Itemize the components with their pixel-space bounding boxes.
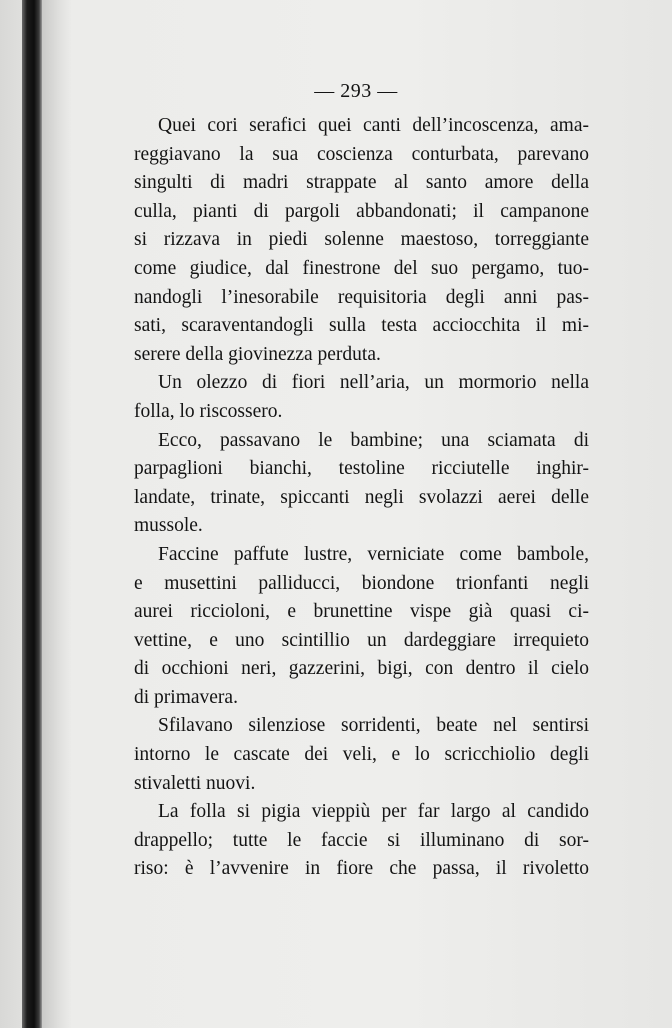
body-text	[134, 112, 589, 884]
text-line: serere della giovinezza perduta.	[134, 343, 381, 365]
paragraph	[134, 112, 589, 369]
text-line: di occhioni neri, gazzerini, bigi, con dentro il cielo	[134, 658, 589, 680]
text-line: folla, lo riscossero.	[134, 400, 283, 422]
text-line: stivaletti nuovi.	[134, 772, 256, 794]
text-line: La folla si pigia vieppiù per far largo al candido	[158, 801, 589, 823]
paragraph	[134, 798, 589, 884]
text-line: Ecco, passavano le bambine; una sciamata di	[158, 429, 589, 451]
paragraph	[134, 712, 589, 798]
text-line: culla, pianti di pargoli abbandonati; il campanone	[134, 200, 589, 222]
text-line: intorno le cascate dei veli, e lo scricchiolio degli	[134, 744, 589, 766]
text-line: riso: è l’avvenire in fiore che passa, il rivoletto	[134, 858, 589, 880]
text-line: singulti di madri strappate al santo amore della	[134, 172, 589, 194]
text-line: come giudice, dal finestrone del suo pergamo, tuo-	[134, 257, 589, 279]
text-line: Un olezzo di fiori nell’aria, un mormorio nella	[158, 372, 589, 394]
text-line: parpaglioni bianchi, testoline ricciutelle inghir-	[134, 458, 589, 480]
text-line: si rizzava in piedi solenne maestoso, torreggiante	[134, 229, 589, 251]
paragraph	[134, 369, 589, 426]
gutter-shadow	[42, 0, 72, 1028]
text-line: Quei cori serafici quei canti dell’incoscenza, ama-	[158, 115, 589, 136]
text-line: di primavera.	[134, 686, 238, 708]
page-number: — 293 —	[314, 80, 398, 102]
text-line: landate, trinate, spiccanti negli svolazzi aerei delle	[134, 486, 589, 508]
text-line: vettine, e uno scintillio un dardeggiare irrequieto	[134, 629, 589, 651]
text-line: drappello; tutte le faccie si illuminano di sor-	[134, 829, 589, 851]
text-line: e musettini palliducci, biondone trionfanti negli	[134, 572, 589, 594]
text-line: mussole.	[134, 515, 203, 537]
text-line: Sfilavano silenziose sorridenti, beate nel sentirsi	[158, 715, 589, 737]
text-line: nandogli l’inesorabile requisitoria degli anni pas-	[134, 286, 589, 308]
book-binding-edge	[22, 0, 42, 1028]
text-line: reggiavano la sua coscienza conturbata, parevano	[134, 143, 589, 165]
text-line: sati, scaraventandogli sulla testa acciocchita il mi-	[134, 315, 589, 337]
text-line: Faccine paffute lustre, verniciate come bambole,	[158, 543, 589, 565]
paragraph	[134, 427, 589, 541]
text-line: aurei riccioloni, e brunettine vispe già quasi ci-	[134, 601, 589, 623]
paragraph	[134, 541, 589, 713]
